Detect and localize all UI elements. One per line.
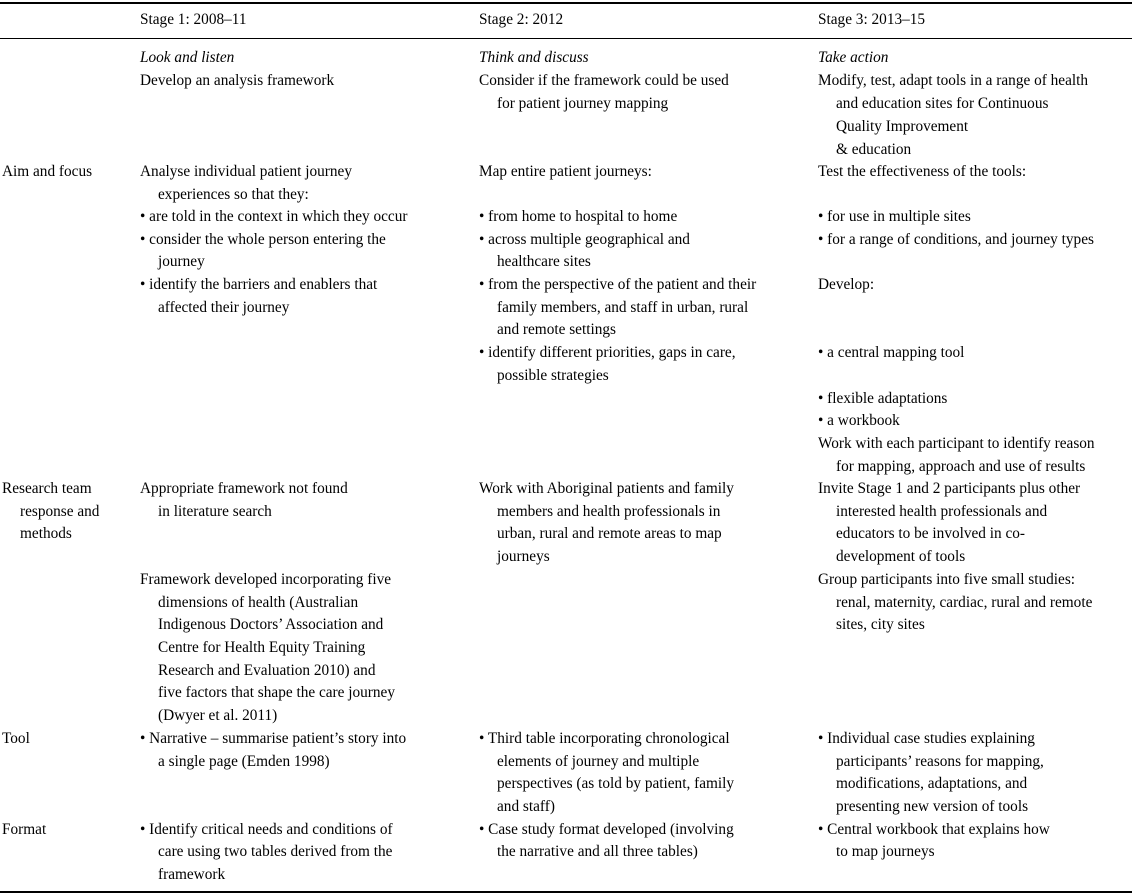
cell-line: development of tools bbox=[836, 548, 966, 565]
cell-line: • for use in multiple sites bbox=[818, 208, 971, 225]
cell-line: Centre for Health Equity Training bbox=[158, 639, 366, 656]
cell-line: a single page (Emden 1998) bbox=[158, 753, 330, 770]
cell-line: • Case study format developed (involving bbox=[479, 821, 734, 838]
cell-line: • consider the whole person entering the bbox=[140, 231, 386, 248]
cell-line: Develop: bbox=[818, 276, 875, 293]
cell-line: • Central workbook that explains how bbox=[818, 821, 1050, 838]
phase-line: Develop an analysis framework bbox=[140, 72, 335, 89]
cell-line: the narrative and all three tables) bbox=[497, 843, 698, 860]
cell-line: in literature search bbox=[158, 503, 272, 520]
cell-line: Invite Stage 1 and 2 participants plus other bbox=[818, 480, 1081, 497]
cell-line: family members, and staff in urban, rural bbox=[497, 299, 749, 316]
cell-line: • a central mapping tool bbox=[818, 344, 965, 361]
cell-line: • Third table incorporating chronological bbox=[479, 730, 730, 747]
cell-line: healthcare sites bbox=[497, 253, 591, 270]
cell-line: journeys bbox=[497, 548, 550, 565]
cell-line: interested health professionals and bbox=[836, 503, 1048, 520]
row-label: Tool bbox=[2, 730, 30, 747]
cell-line: dimensions of health (Australian bbox=[158, 594, 359, 611]
cell-line: sites, city sites bbox=[836, 616, 925, 633]
cell-line: urban, rural and remote areas to map bbox=[497, 525, 722, 542]
cell-line: Indigenous Doctors’ Association and bbox=[158, 616, 384, 633]
row-label: Aim and focus bbox=[2, 163, 93, 180]
cell-line: Map entire patient journeys: bbox=[479, 163, 652, 180]
cell-line: Framework developed incorporating five bbox=[140, 571, 392, 588]
cell-line: Test the effectiveness of the tools: bbox=[818, 163, 1027, 180]
cell-line: and staff) bbox=[497, 798, 555, 815]
header-stage-2: Stage 2: 2012 bbox=[479, 11, 564, 28]
phase-line: for patient journey mapping bbox=[497, 95, 669, 112]
phase-line: Consider if the framework could be used bbox=[479, 72, 729, 89]
cell-line: participants’ reasons for mapping, bbox=[836, 753, 1044, 770]
cell-line: • identify different priorities, gaps in care, bbox=[479, 344, 736, 361]
phase-heading: Look and listen bbox=[140, 49, 235, 66]
cell-line: for mapping, approach and use of results bbox=[836, 458, 1086, 475]
table-bottom-rule bbox=[0, 891, 1132, 893]
cell-line: • flexible adaptations bbox=[818, 390, 948, 407]
cell-line: • Narrative – summarise patient’s story into bbox=[140, 730, 407, 747]
cell-line: care using two tables derived from the bbox=[158, 843, 393, 860]
row-label: methods bbox=[20, 525, 72, 542]
header-stage-1: Stage 1: 2008–11 bbox=[140, 11, 247, 28]
row-label: response and bbox=[20, 503, 100, 520]
phase-line: and education sites for Continuous bbox=[836, 95, 1049, 112]
cell-line: • for a range of conditions, and journey types bbox=[818, 231, 1094, 248]
phase-line: & education bbox=[836, 141, 912, 158]
cell-line: • identify the barriers and enablers that bbox=[140, 276, 378, 293]
cell-line: Research and Evaluation 2010) and bbox=[158, 662, 376, 679]
cell-line: elements of journey and multiple bbox=[497, 753, 700, 770]
cell-line: affected their journey bbox=[158, 299, 290, 316]
row-label: Format bbox=[2, 821, 47, 838]
cell-line: • Identify critical needs and conditions of bbox=[140, 821, 393, 838]
cell-line: Work with each participant to identify reason bbox=[818, 435, 1095, 452]
phase-heading: Take action bbox=[818, 49, 889, 66]
cell-line: five factors that shape the care journey bbox=[158, 684, 395, 701]
row-label: Research team bbox=[2, 480, 92, 497]
cell-line: perspectives (as told by patient, family bbox=[497, 775, 735, 792]
phase-heading: Think and discuss bbox=[479, 49, 589, 66]
cell-line: Analyse individual patient journey bbox=[140, 163, 352, 180]
cell-line: Work with Aboriginal patients and family bbox=[479, 480, 734, 497]
cell-line: educators to be involved in co- bbox=[836, 525, 1026, 542]
cell-line: • from the perspective of the patient and their bbox=[479, 276, 757, 293]
cell-line: Group participants into five small studies: bbox=[818, 571, 1076, 588]
cell-line: modifications, adaptations, and bbox=[836, 775, 1028, 792]
cell-line: • from home to hospital to home bbox=[479, 208, 678, 225]
cell-line: journey bbox=[158, 253, 205, 270]
cell-line: • Individual case studies explaining bbox=[818, 730, 1035, 747]
cell-line: framework bbox=[158, 866, 226, 883]
cell-line: possible strategies bbox=[497, 367, 609, 384]
cell-line: (Dwyer et al. 2011) bbox=[158, 707, 278, 724]
header-stage-3: Stage 3: 2013–15 bbox=[818, 11, 926, 28]
cell-line: presenting new version of tools bbox=[836, 798, 1029, 815]
table-header-rule bbox=[0, 38, 1132, 39]
cell-line: renal, maternity, cardiac, rural and remote bbox=[836, 594, 1093, 611]
cell-line: experiences so that they: bbox=[158, 186, 309, 203]
cell-line: • across multiple geographical and bbox=[479, 231, 690, 248]
cell-line: Appropriate framework not found bbox=[140, 480, 348, 497]
cell-line: to map journeys bbox=[836, 843, 935, 860]
phase-line: Quality Improvement bbox=[836, 118, 969, 135]
table-top-rule bbox=[0, 2, 1132, 4]
phase-line: Modify, test, adapt tools in a range of health bbox=[818, 72, 1089, 89]
cell-line: • are told in the context in which they occur bbox=[140, 208, 408, 225]
cell-line: members and health professionals in bbox=[497, 503, 721, 520]
cell-line: • a workbook bbox=[818, 412, 900, 429]
cell-line: and remote settings bbox=[497, 321, 616, 338]
